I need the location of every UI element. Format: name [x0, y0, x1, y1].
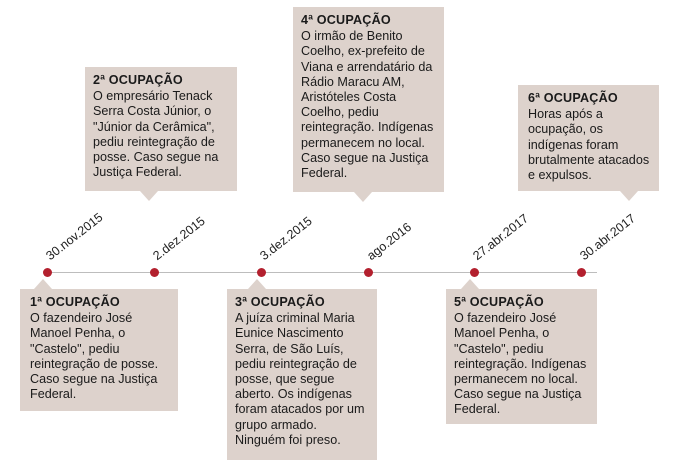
- event-title: 3ª OCUPAÇÃO: [235, 295, 325, 309]
- event-text: O empresário Tenack Serra Costa Júnior, o "Júnior da Cerâmica", pediu reintegração de posse. Caso segue na Justiça Federal.: [93, 89, 219, 180]
- event-date: 27.abr.2017: [470, 211, 532, 263]
- event-text: O irmão de Benito Coelho, ex-prefeito de Viana e arrendatário da Rádio Maracu AM, Aristóteles Costa Coelho, pediu reintegração. Indígenas permanecem no local. Caso segue na Justiça Federal.: [301, 29, 434, 181]
- event-title: 2ª OCUPAÇÃO: [93, 73, 183, 87]
- event-card-1: [20, 289, 178, 411]
- timeline-marker: [364, 268, 373, 277]
- event-date: 3.dez.2015: [257, 213, 315, 263]
- event-date: ago.2016: [364, 219, 415, 263]
- callout-pointer: [140, 191, 158, 201]
- event-date: 30.nov.2015: [43, 210, 106, 263]
- event-card-3: [227, 289, 377, 460]
- event-text: O fazendeiro José Manoel Penha, o "Castelo", pediu reintegração de posse. Caso segue na Justiça Federal.: [30, 311, 159, 402]
- event-date: 30.abr.2017: [577, 211, 639, 263]
- event-title: 1ª OCUPAÇÃO: [30, 295, 120, 309]
- callout-pointer: [620, 191, 638, 201]
- event-text: A juíza criminal Maria Eunice Nascimento Serra, de São Luís, pediu reintegração de posse, que segue aberto. Os indígenas foram atacados por um grupo armado. Ninguém foi preso.: [235, 311, 365, 447]
- callout-pointer: [34, 279, 52, 289]
- event-text: Horas após a ocupação, os indígenas foram brutalmente atacados e expulsos.: [528, 107, 650, 183]
- event-card-4: [293, 7, 444, 192]
- event-title: 4ª OCUPAÇÃO: [301, 13, 391, 27]
- event-card-2: [85, 67, 237, 191]
- timeline-marker: [577, 268, 586, 277]
- timeline-marker: [43, 268, 52, 277]
- timeline-axis: [47, 272, 597, 273]
- timeline-marker: [257, 268, 266, 277]
- event-card-6: [518, 85, 659, 191]
- event-text: O fazendeiro José Manoel Penha, o "Castelo", pediu reintegração. Indígenas permanecem no local. Caso segue na Justiça Federal.: [454, 311, 587, 417]
- callout-pointer: [248, 279, 266, 289]
- timeline-marker: [470, 268, 479, 277]
- callout-pointer: [354, 192, 372, 202]
- timeline-marker: [150, 268, 159, 277]
- callout-pointer: [461, 279, 479, 289]
- event-date: 2.dez.2015: [150, 213, 208, 263]
- event-card-5: [446, 289, 597, 424]
- event-title: 5ª OCUPAÇÃO: [454, 295, 544, 309]
- event-title: 6ª OCUPAÇÃO: [528, 91, 618, 105]
